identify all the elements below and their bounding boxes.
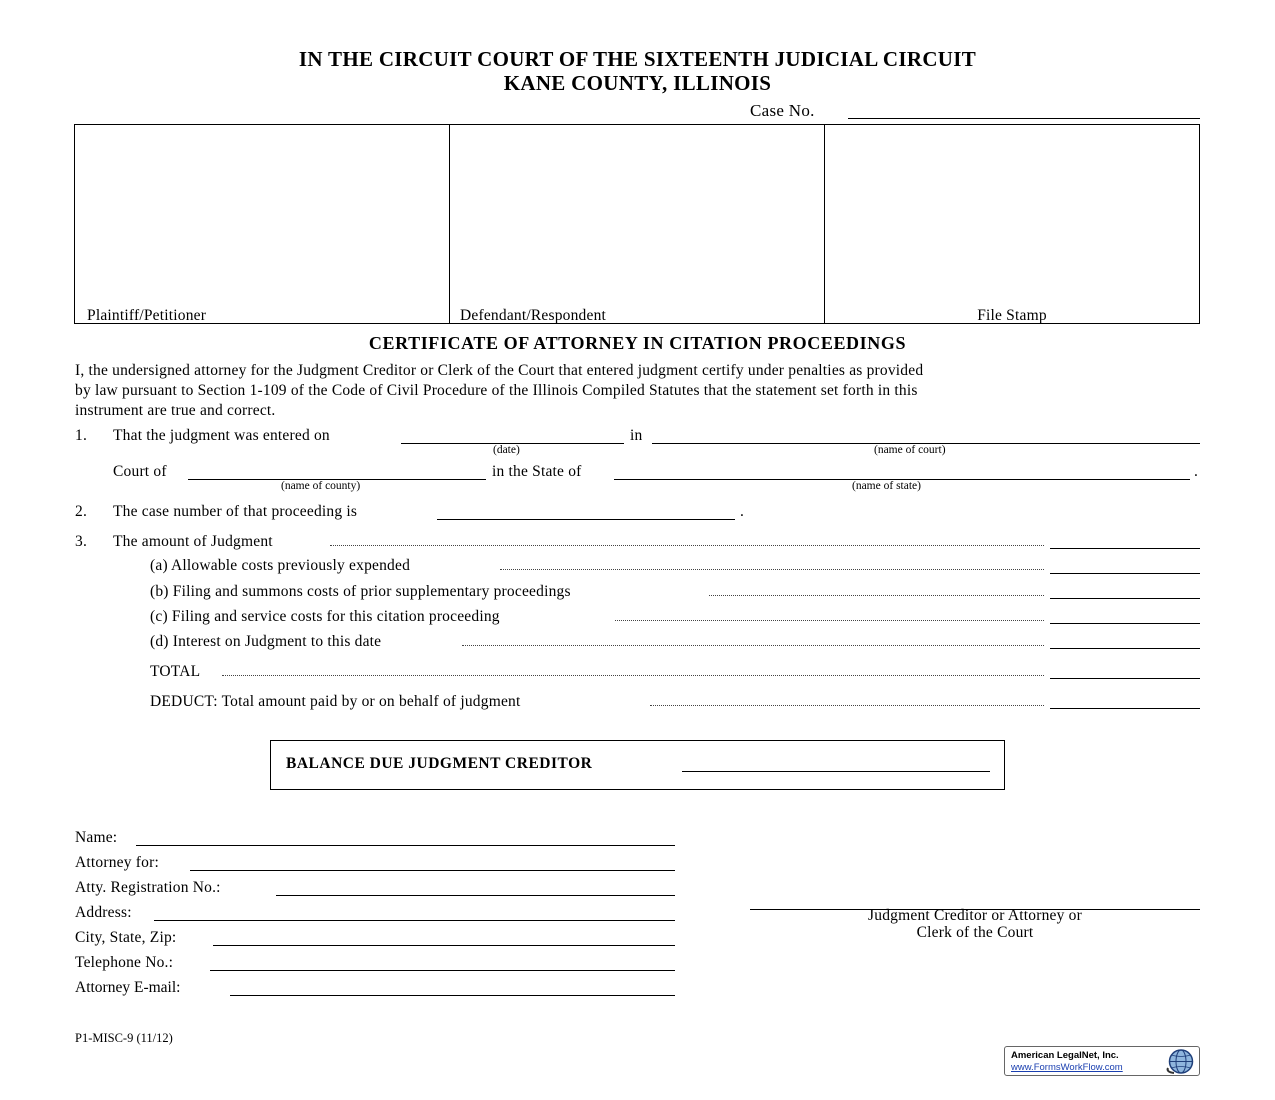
name-field[interactable] bbox=[136, 845, 675, 846]
intro-line-3: instrument are true and correct. bbox=[75, 402, 276, 419]
registration-field[interactable] bbox=[276, 895, 675, 896]
city-state-zip-field[interactable] bbox=[213, 945, 675, 946]
item2-text: The case number of that proceeding is bbox=[113, 503, 358, 520]
deduct-leader-dots bbox=[650, 705, 1044, 706]
amount-of-judgment-label: The amount of Judgment bbox=[113, 533, 273, 550]
attorney-for-field[interactable] bbox=[190, 870, 675, 871]
email-field[interactable] bbox=[230, 995, 675, 996]
publisher-logo-box bbox=[1004, 1046, 1200, 1076]
globe-icon bbox=[1165, 1048, 1197, 1075]
file-stamp-cell bbox=[824, 125, 1199, 323]
plaintiff-cell[interactable] bbox=[75, 125, 449, 323]
court-heading-line2: KANE COUNTY, ILLINOIS bbox=[503, 71, 772, 95]
attorney-for-label: Attorney for: bbox=[75, 854, 159, 871]
form-code: P1-MISC-9 (11/12) bbox=[75, 1031, 173, 1045]
email-label: Attorney E-mail: bbox=[75, 979, 181, 996]
court-heading-line1: IN THE CIRCUIT COURT OF THE SIXTEENTH JUDICIAL CIRCUIT bbox=[298, 47, 977, 71]
case-no-field[interactable] bbox=[848, 118, 1200, 119]
in-state-of-label: in the State of bbox=[492, 463, 582, 480]
amount-of-judgment-field[interactable] bbox=[1050, 548, 1200, 549]
allowable-costs-leader-dots bbox=[500, 569, 1044, 570]
defendant-label: Defendant/Respondent bbox=[460, 307, 607, 324]
publisher-website-link[interactable]: www.FormsWorkFlow.com bbox=[1011, 1062, 1123, 1073]
date-caption: (date) bbox=[493, 444, 520, 456]
allowable-costs-field[interactable] bbox=[1050, 573, 1200, 574]
interest-leader-dots bbox=[462, 645, 1044, 646]
case-number-field[interactable] bbox=[437, 519, 735, 520]
filing-summons-costs-field[interactable] bbox=[1050, 598, 1200, 599]
form-title: CERTIFICATE OF ATTORNEY IN CITATION PROCEEDINGS bbox=[368, 333, 907, 353]
total-label: TOTAL bbox=[150, 663, 201, 680]
item2-number: 2. bbox=[75, 503, 88, 520]
file-stamp-label: File Stamp bbox=[977, 307, 1047, 324]
total-field[interactable] bbox=[1050, 678, 1200, 679]
signature-caption-line2: Clerk of the Court bbox=[916, 924, 1034, 941]
address-label: Address: bbox=[75, 904, 132, 921]
amount-leader-dots bbox=[330, 545, 1044, 546]
registration-label: Atty. Registration No.: bbox=[75, 879, 221, 896]
state-caption: (name of state) bbox=[852, 480, 921, 492]
item1-number: 1. bbox=[75, 427, 88, 444]
total-leader-dots bbox=[222, 675, 1044, 676]
filing-summons-leader-dots bbox=[709, 595, 1044, 596]
telephone-field[interactable] bbox=[210, 970, 675, 971]
case-no-label: Case No. bbox=[750, 101, 815, 120]
publisher-name: American LegalNet, Inc. bbox=[1011, 1050, 1119, 1061]
intro-line-2: by law pursuant to Section 1-109 of the Code of Civil Procedure of the Illinois Compiled Statutes that the statement set forth in this bbox=[75, 382, 918, 399]
interest-field[interactable] bbox=[1050, 648, 1200, 649]
name-label: Name: bbox=[75, 829, 118, 846]
item1-in: in bbox=[630, 427, 643, 444]
address-field[interactable] bbox=[154, 920, 675, 921]
allowable-costs-label: (a) Allowable costs previously expended bbox=[150, 557, 411, 574]
balance-due-field[interactable] bbox=[682, 771, 990, 772]
intro-line-1: I, the undersigned attorney for the Judgment Creditor or Clerk of the Court that entered judgment certify under penalties as provided bbox=[75, 362, 924, 379]
county-caption: (name of county) bbox=[281, 480, 361, 492]
filing-service-leader-dots bbox=[615, 620, 1044, 621]
deduct-field[interactable] bbox=[1050, 708, 1200, 709]
city-state-zip-label: City, State, Zip: bbox=[75, 929, 177, 946]
court-of-label: Court of bbox=[113, 463, 167, 480]
item1-text: That the judgment was entered on bbox=[113, 427, 330, 444]
item1-period: . bbox=[1194, 463, 1199, 480]
telephone-label: Telephone No.: bbox=[75, 954, 174, 971]
item2-period: . bbox=[740, 503, 745, 520]
item3-number: 3. bbox=[75, 533, 88, 550]
defendant-cell[interactable] bbox=[449, 125, 824, 323]
interest-label: (d) Interest on Judgment to this date bbox=[150, 633, 382, 650]
filing-service-costs-field[interactable] bbox=[1050, 623, 1200, 624]
balance-due-label: BALANCE DUE JUDGMENT CREDITOR bbox=[286, 755, 593, 772]
plaintiff-label: Plaintiff/Petitioner bbox=[87, 307, 207, 324]
court-caption: (name of court) bbox=[874, 444, 946, 456]
filing-service-costs-label: (c) Filing and service costs for this citation proceeding bbox=[150, 608, 500, 625]
deduct-label: DEDUCT: Total amount paid by or on behalf of judgment bbox=[150, 693, 521, 710]
case-caption-box bbox=[74, 124, 1200, 324]
filing-summons-costs-label: (b) Filing and summons costs of prior supplementary proceedings bbox=[150, 583, 571, 600]
signature-caption-line1: Judgment Creditor or Attorney or bbox=[868, 907, 1082, 924]
balance-due-box bbox=[270, 740, 1005, 790]
